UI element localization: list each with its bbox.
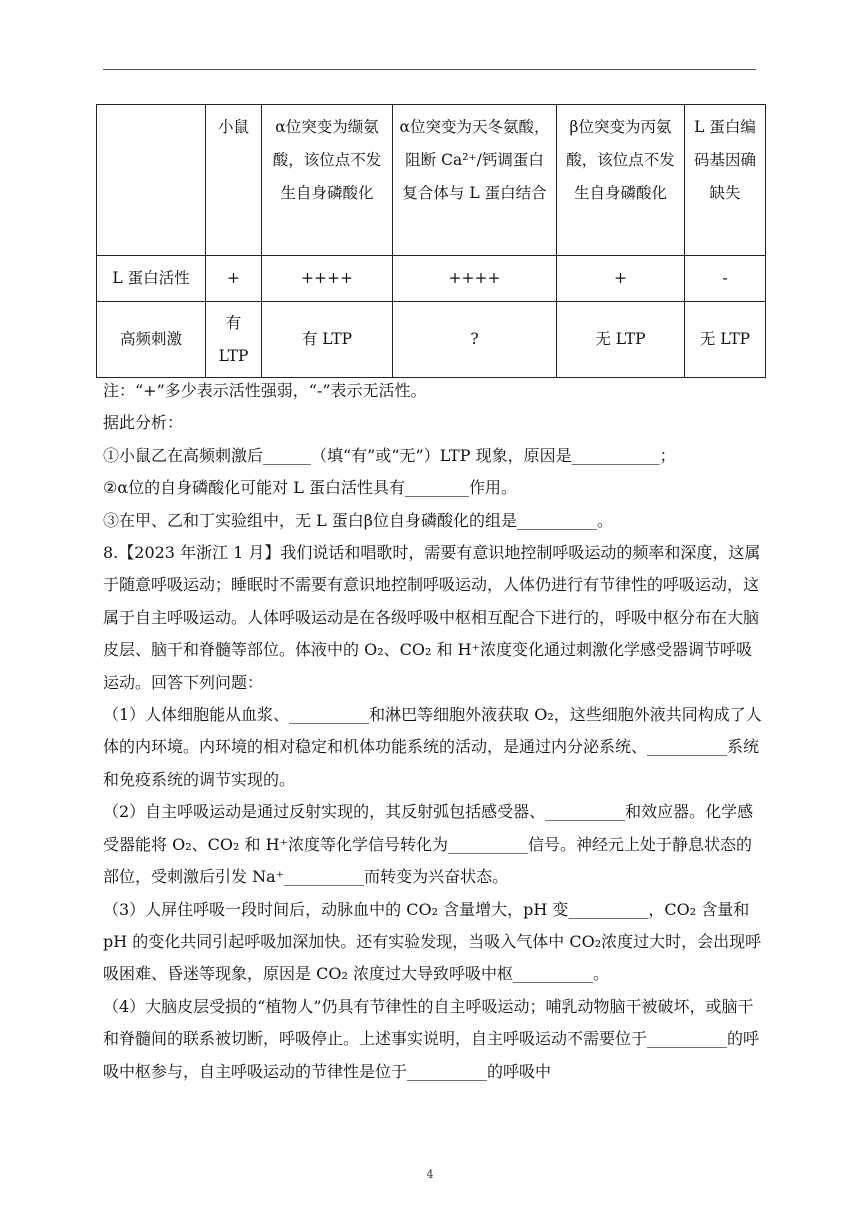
sub-question-3: （3）人屏住呼吸一段时间后，动脉血中的 CO₂ 含量增大，pH 变__________，CO₂ 含量和 pH 的变化共同引起呼吸加深加快。还有实验发现，当吸入气体中 CO₂浓度过大时，会出现呼吸困难、昏迷等现象，原因是 CO₂ 浓度过大导致呼吸中枢__________。 [103,899,762,984]
table-cell: 无 LTP [557,302,685,378]
table-cell: 有 LTP [262,302,393,378]
table-cell: + [206,256,262,302]
table-cell: + [557,256,685,302]
page-number: 4 [426,1168,434,1181]
question-3: ③在甲、乙和丁实验组中，无 L 蛋白β位自身磷酸化的组是__________。 [103,510,614,530]
analysis-intro: 据此分析： [103,413,184,433]
table-cell: 无 LTP [685,302,766,378]
sub-question-1: （1）人体细胞能从血浆、__________和淋巴等细胞外液获取 O₂，这些细胞外液共同构成了人体的内环境。内环境的相对稳定和机体功能系统的活动，是通过内分泌系统、__________系统和免疫系统的调节实现的。 [103,705,762,789]
experiment-table [96,104,766,378]
table-row [97,302,766,378]
table-cell: 有 LTP [206,302,262,378]
table-cell: α位突变为缬氨酸，该位点不发生自身磷酸化 [262,105,393,256]
table-cell: ++++ [262,256,393,302]
table-cell: L 蛋白编码基因确缺失 [685,105,766,256]
question-text [103,375,765,1088]
table-cell [97,105,206,256]
header-rule [103,69,756,70]
table-cell: 高频刺激 [97,302,206,378]
sub-question-4: （4）大脑皮层受损的“植物人”仍具有节律性的自主呼吸运动；哺乳动物脑干被破坏，或脑干和脊髓间的联系被切断，呼吸停止。上述事实说明，自主呼吸运动不需要位于__________的呼吸中枢参与，自主呼吸运动的节律性是位于__________的呼吸中 [103,996,760,1081]
table-cell: 小鼠 [206,105,262,256]
table-note: 注：“+”多少表示活性强弱，“-”表示无活性。 [103,381,427,400]
question-1: ①小鼠乙在高频刺激后______（填“有”或“无”）LTP 现象，原因是___________； [103,445,676,465]
table-cell: L 蛋白活性 [97,256,206,302]
table-cell: ++++ [393,256,557,302]
question-2: ②α位的自身磷酸化可能对 L 蛋白活性具有________作用。 [103,478,517,498]
table-row [97,256,766,302]
table-cell: β位突变为丙氨酸，该位点不发生自身磷酸化 [557,105,685,256]
table-cell: α位突变为天冬氨酸，阻断 Ca²⁺/钙调蛋白复合体与 L 蛋白结合 [393,105,557,256]
table-cell: - [685,256,766,302]
sub-question-2: （2）自主呼吸运动是通过反射实现的，其反射弧包括感受器、__________和效应器。化学感受器能将 O₂、CO₂ 和 H⁺浓度等化学信号转化为__________信号。神经元上处于静息状态的部位，受刺激后引发 Na⁺__________而转变为兴奋状态。 [103,802,754,887]
table-row [97,105,766,256]
table-cell: ? [393,302,557,378]
problem-8-stem: 8.【2023 年浙江 1 月】我们说话和唱歌时，需要有意识地控制呼吸运动的频率和深度，这属于随意呼吸运动；睡眠时不需要有意识地控制呼吸运动，人体仍进行有节律性的呼吸运动，这属于自主呼吸运动。人体呼吸运动是在各级呼吸中枢相互配合下进行的，呼吸中枢分布在大脑皮层、脑干和脊髓等部位。体液中的 O₂、CO₂ 和 H⁺浓度变化通过刺激化学感受器调节呼吸运动。回答下列问题： [103,543,761,692]
